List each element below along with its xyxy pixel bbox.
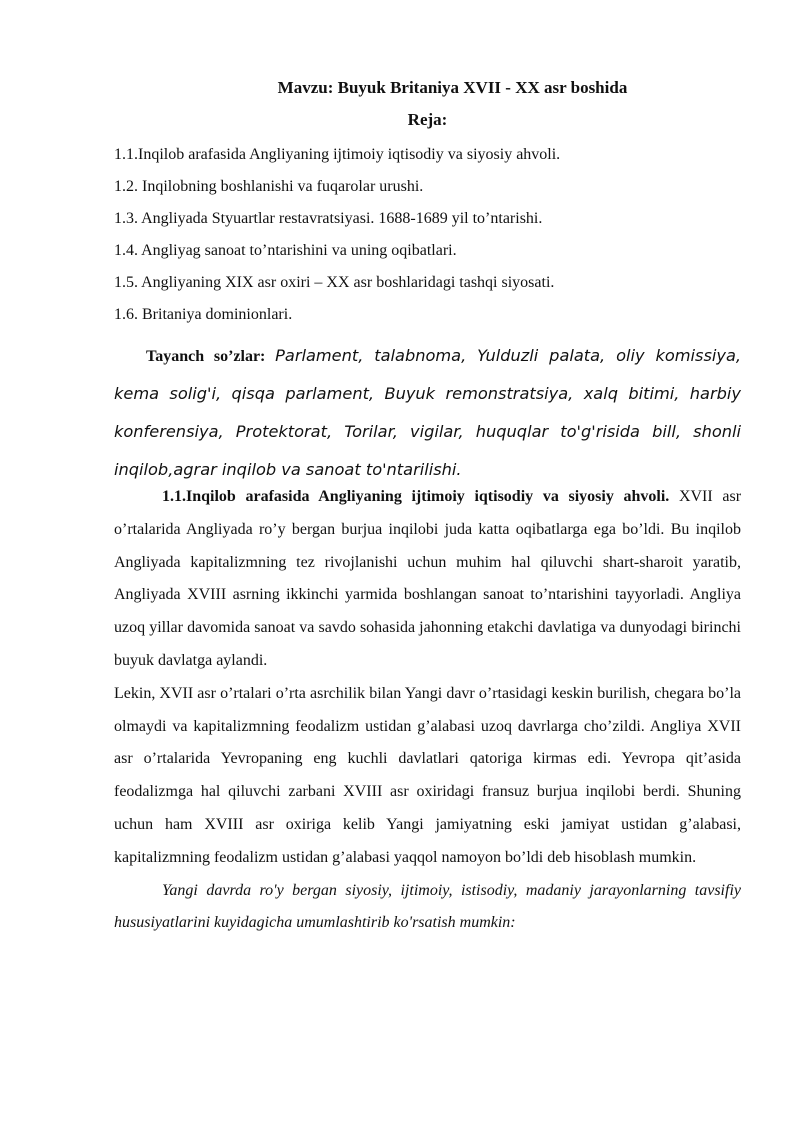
plan-list (114, 141, 754, 333)
keywords-label: Tayanch so’zlar: (146, 348, 266, 365)
section-heading: 1.1.Inqilob arafasida Angliyaning ijtimoiy iqtisodiy va siyosiy ahvoli. (162, 488, 670, 505)
section-paragraph-3: Yangi davrda ro'y bergan siyosiy, ijtimoiy, istisodiy, madaniy jarayonlarning tavsifiy hususiyatlarini kuyidagicha umumlashtirib ko'rsatish mumkin: (114, 881, 741, 932)
section-text-1: XVII asr o’rtalarida Angliyada ro’y bergan burjua inqilobi juda katta oqibatlarga ega bo’ldi. Bu inqilob Angliyada kapitalizmning tez rivojlanishi uchun muhim hal qiluvchi shart-sharoit yaratib, Angliyada XVIII asrning ikkinchi yarmida boshlangan sanoat to’ntarishini tayyorladi. Angliya uzoq yillar davomida sanoat va savdo sohasida jahonning etakchi davlatiga va dunyodagi birinchi buyuk davlatga aylandi. (114, 488, 742, 669)
section-body (114, 481, 741, 940)
plan-item: 1.3. Angliyada Styuartlar restavratsiyasi. 1688-1689 yil to’ntarishi. (114, 210, 543, 227)
plan-item: 1.4. Angliyag sanoat to’ntarishini va uning oqibatlari. (114, 242, 457, 259)
section-paragraph-1 (114, 481, 741, 678)
plan-item: 1.5. Angliyaning XIX asr oxiri – XX asr boshlaridagi tashqi siyosati. (114, 274, 555, 291)
section-paragraph-2: Lekin, XVII asr o’rtalari o’rta asrchilik bilan Yangi davr o’rtasidagi keskin burilish, chegara bo’la olmaydi va kapitalizmning feodalizm ustidan g’alabasi uzoq davrlarga cho’zildi. Angliya XVII asr o’rtalarida Yevropaning eng kuchli davlatlari qatoriga kirmas edi. Yevropa qit’asida feodalizmga hal qiluvchi zarbani XVIII asr oxiridagi fransuz burjua inqilobi berdi. Shuning uchun ham XVIII asr oxiriga kelib Yangi jamiyatning eski jamiyat ustidan g’alabasi, kapitalizmning feodalizm ustidan g’alabasi yaqqol namoyon bo’ldi deb hisoblash mumkin. (114, 684, 741, 866)
plan-item: 1.1.Inqilob arafasida Angliyaning ijtimoiy iqtisodiy va siyosiy ahvoli. (114, 146, 561, 163)
keywords-text: Parlament, talabnoma, Yulduzli palata, oliy komissiya, kema solig'i, qisqa parlament, Buyuk remonstratsiya, xalq bitimi, harbiy konferensiya, Protektorat, Torilar, vigilar, huquqlar to'g'risida bill, shonli inqilob,agrar inqilob va sanoat to'ntarilishi. (114, 346, 742, 479)
plan-item: 1.6. Britaniya dominionlari. (114, 306, 293, 323)
plan-item: 1.2. Inqilobning boshlanishi va fuqarolar urushi. (114, 178, 424, 195)
plan-heading: Reja: (407, 110, 448, 129)
keywords-paragraph (114, 337, 741, 489)
document-title: Mavzu: Buyuk Britaniya XVII - XX asr boshida (277, 78, 628, 97)
